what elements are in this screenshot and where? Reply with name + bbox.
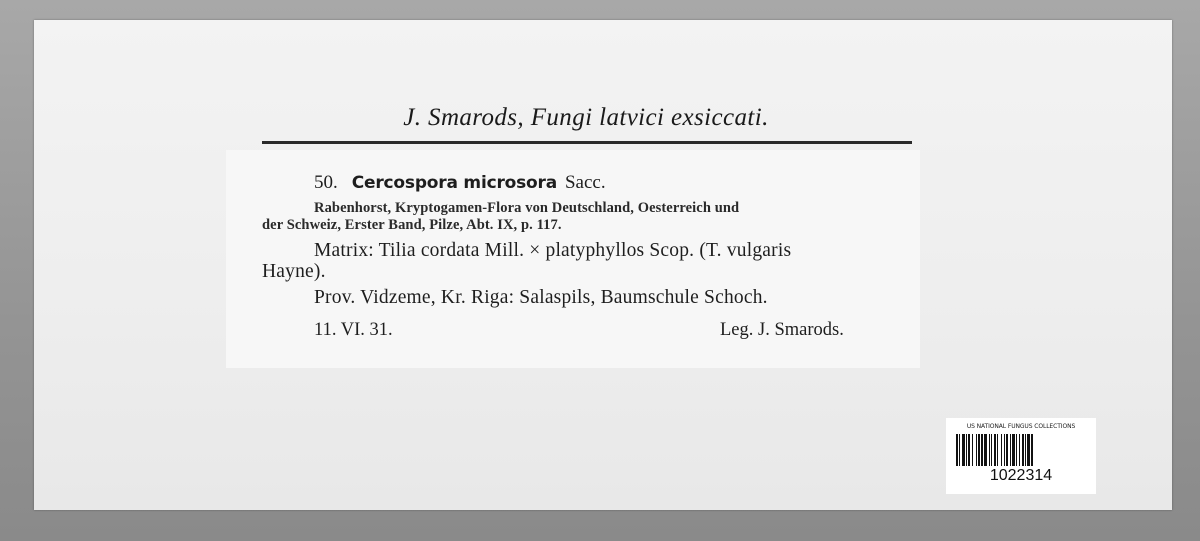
barcode-stripe: [997, 434, 998, 466]
barcode-stripe: [1001, 434, 1002, 466]
barcode-stripe: [1022, 434, 1024, 466]
barcode-stripe: [994, 434, 996, 466]
barcode-bars: [956, 434, 1086, 466]
matrix-line-1: Matrix: Tilia cordata Mill. × platyphyllos Scop. (T. vulgaris: [314, 240, 792, 261]
collector-name: Leg. J. Smarods.: [720, 320, 844, 340]
collection-title: J. Smarods, Fungi latvici exsiccati.: [403, 104, 769, 131]
barcode-stripe: [978, 434, 980, 466]
barcode-stripe: [991, 434, 992, 466]
species-author: Sacc.: [564, 172, 606, 193]
title-divider: [262, 141, 912, 144]
barcode-stripe: [1004, 434, 1005, 466]
collection-date: 11. VI. 31.: [314, 320, 393, 340]
barcode-label: [946, 418, 1096, 494]
reference-line-2: der Schweiz, Erster Band, Pilze, Abt. IX, p. 117.: [262, 217, 562, 233]
barcode-stripe: [989, 434, 990, 466]
barcode-stripe: [962, 434, 965, 466]
matrix-line-2: Hayne).: [262, 261, 326, 282]
barcode-stripe: [1012, 434, 1015, 466]
barcode-stripe: [968, 434, 970, 466]
barcode-stripe: [966, 434, 967, 466]
exsiccata-number: 50.: [314, 172, 338, 193]
barcode-stripe: [972, 434, 973, 466]
barcode-stripe: [984, 434, 987, 466]
barcode-stripe: [956, 434, 958, 466]
barcode-stripe: [959, 434, 960, 466]
barcode-stripe: [1006, 434, 1008, 466]
barcode-stripe: [976, 434, 977, 466]
barcode-stripe: [981, 434, 983, 466]
species-line: [314, 172, 606, 194]
barcode-stripe: [1025, 434, 1026, 466]
barcode-number: 1022314: [989, 467, 1053, 484]
barcode-stripe: [1016, 434, 1017, 466]
locality-line: Prov. Vidzeme, Kr. Riga: Salaspils, Baumschule Schoch.: [314, 287, 768, 308]
barcode-stripe: [1010, 434, 1011, 466]
barcode-header: US NATIONAL FUNGUS COLLECTIONS: [966, 423, 1076, 430]
species-name: Cercospora microsora: [351, 173, 557, 193]
barcode-stripe: [1027, 434, 1030, 466]
barcode-stripe: [1019, 434, 1020, 466]
reference-line-1: Rabenhorst, Kryptogamen-Flora von Deutschland, Oesterreich und: [314, 200, 740, 216]
barcode-stripe: [1031, 434, 1033, 466]
